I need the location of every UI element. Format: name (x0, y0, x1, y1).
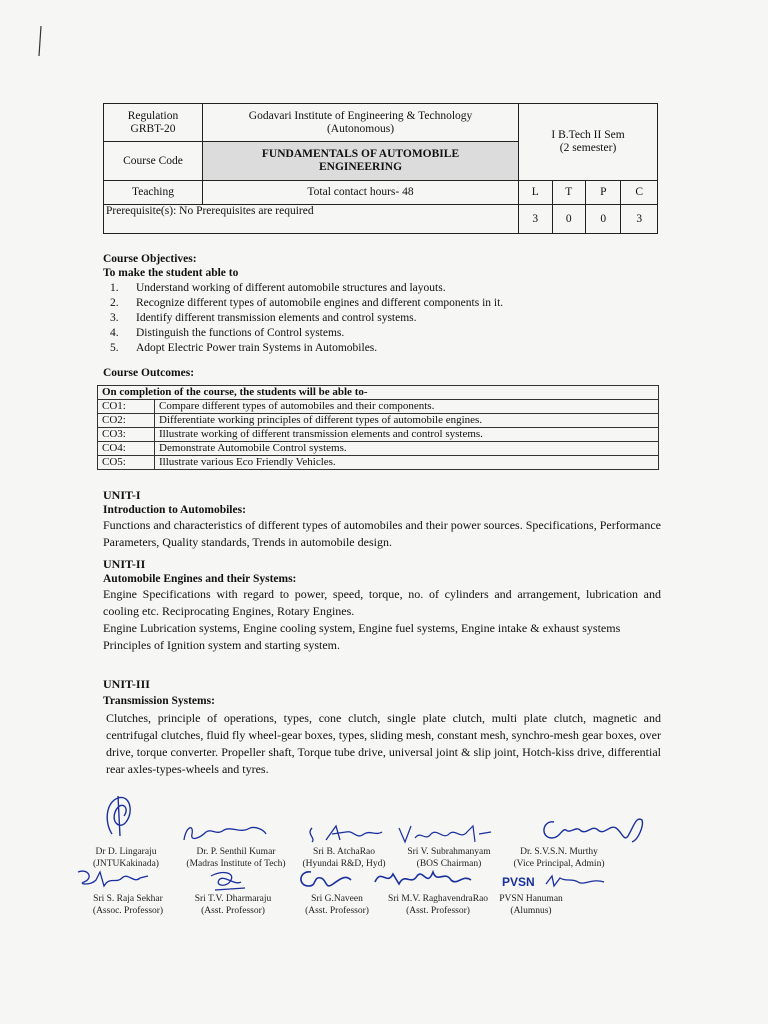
institute-name: Godavari Institute of Engineering & Technology (248, 109, 473, 122)
co-text: Demonstrate Automobile Control systems. (155, 442, 659, 456)
unit-title: Automobile Engines and their Systems: (103, 573, 297, 585)
list-item (110, 296, 503, 311)
course-title (202, 142, 518, 181)
regulation-code: GRBT-20 (130, 122, 176, 135)
regulation-label: Regulation (127, 109, 179, 122)
teaching-label: Teaching (104, 181, 203, 205)
unit-title: Transmission Systems: (103, 695, 215, 707)
signatory-name: Sri B. AtchaRao (312, 847, 375, 857)
outcomes-title: Course Outcomes: (103, 367, 195, 379)
item-number: 2. (110, 297, 119, 309)
signature-scribble (205, 868, 249, 894)
signatory-name: Sri S. Raja Sekhar (93, 894, 163, 904)
list-item (110, 326, 503, 341)
unit-3 (103, 676, 661, 778)
prerequisite: Prerequisite(s): No Prerequisites are required (104, 205, 519, 234)
semester-label: (2 semester) (559, 142, 617, 154)
signatory-role: (BOS Chairman) (416, 859, 482, 869)
course-header-table (103, 103, 658, 234)
co-text: Compare different types of automobiles and their components. (155, 400, 659, 414)
signatory-name: Sri T.V. Dharmaraju (194, 894, 272, 904)
signatory (376, 893, 500, 917)
unit-heading: UNIT-III (103, 677, 150, 691)
table-row (98, 428, 659, 442)
item-text: Adopt Electric Power train Systems in Automobiles. (136, 342, 378, 354)
objectives-title: Course Objectives: (103, 253, 197, 265)
unit-heading: UNIT-II (103, 557, 146, 571)
outcomes-header: On completion of the course, the students will be able to- (98, 386, 659, 400)
co-code: CO3: (98, 428, 155, 442)
signatory-role: (Hyundai R&D, Hyd) (302, 859, 386, 869)
signatory (176, 846, 296, 870)
signature-scribble (306, 820, 386, 846)
signatory-name: PVSN Hanuman (499, 894, 563, 904)
signature-scribble (536, 812, 646, 848)
item-number: 1. (110, 282, 119, 294)
unit-heading: UNIT-I (103, 488, 141, 502)
semester-cell (519, 104, 658, 181)
signatory (394, 846, 504, 870)
list-item (110, 341, 503, 356)
signatory-role: (JNTUKakinada) (93, 859, 159, 869)
course-title-line-2: ENGINEERING (318, 161, 403, 173)
signatory (82, 893, 174, 917)
signatory-name: Sri V. Subrahmanyam (407, 847, 491, 857)
signatory-name: Dr. S.V.S.N. Murthy (520, 847, 598, 857)
autonomous-label: (Autonomous) (326, 122, 395, 135)
signatory-role: (Asst. Professor) (201, 906, 265, 916)
unit-title: Introduction to Automobiles: (103, 504, 246, 516)
co-text: Illustrate various Eco Friendly Vehicles. (155, 456, 659, 470)
signature-scribble (500, 872, 610, 894)
item-number: 5. (110, 342, 119, 354)
signatory (298, 893, 376, 917)
c-value: 3 (621, 205, 658, 234)
unit-paragraph: Clutches, principle of operations, types, cone clutch, single plate clutch, multi plate clutch, magnetic and centrifugal clutches, fluid fly wheel-gear boxes, types, sliding mesh, constant mesh, synchro-mesh gear boxes, over drive, torque converter. Propeller shaft, Torque tube drive, universal joint & slip joint, Hotch-kiss drive, differential rear axles-types-wheels and tyres. (106, 711, 661, 776)
item-text: Recognize different types of automobile engines and different components in it. (136, 297, 504, 309)
list-item (110, 311, 503, 326)
signatory-name: Dr D. Lingaraju (95, 847, 157, 857)
c-label: C (621, 181, 658, 205)
institute-cell (202, 104, 518, 142)
unit-paragraph: Engine Lubrication systems, Engine cooling system, Engine fuel systems, Engine intake & exhaust systems (103, 621, 621, 635)
pen-mark (38, 26, 42, 56)
outcomes-table (97, 385, 659, 470)
list-item (110, 281, 503, 296)
signatory (184, 893, 282, 917)
p-value: 0 (586, 205, 621, 234)
t-label: T (552, 181, 586, 205)
signatory-name: Sri M.V. RaghavendraRao (387, 894, 489, 904)
objectives-subtitle: To make the student able to (103, 267, 239, 279)
item-text: Understand working of different automobile structures and layouts. (136, 282, 446, 294)
contact-hours: Total contact hours- 48 (202, 181, 518, 205)
unit-1 (103, 487, 661, 551)
unit-paragraph: Principles of Ignition system and starting system. (103, 638, 340, 652)
signatory (294, 846, 394, 870)
item-number: 3. (110, 312, 119, 324)
l-label: L (519, 181, 553, 205)
signatory (84, 846, 168, 870)
table-row (98, 456, 659, 470)
l-value: 3 (519, 205, 553, 234)
course-code-label: Course Code (104, 142, 203, 181)
table-row (98, 400, 659, 414)
unit-paragraph: Engine Specifications with regard to power, speed, torque, no. of cylinders and arrangement, lubrication and cooling etc. Reciprocating Engines, Rotary Engines. (103, 587, 661, 618)
item-text: Identify different transmission elements and control systems. (136, 312, 417, 324)
signature-scribble (100, 792, 140, 838)
co-text: Differentiate working principles of different types of automobile engines. (155, 414, 659, 428)
signature-scribble (395, 822, 495, 848)
unit-paragraph: Functions and characteristics of different types of automobiles and their power sources. Specifications, Performance Parameters, Quality standards, Trends in automobile design. (103, 518, 661, 549)
signatory-role: (Madras Institute of Tech) (186, 859, 286, 869)
co-code: CO5: (98, 456, 155, 470)
regulation-cell (104, 104, 203, 142)
year-sem: I B.Tech II Sem (551, 129, 625, 141)
t-value: 0 (552, 205, 586, 234)
signatory-role: (Asst. Professor) (305, 906, 369, 916)
table-row (98, 442, 659, 456)
item-text: Distinguish the functions of Control systems. (136, 327, 345, 339)
signatory-role: (Asst. Professor) (406, 906, 470, 916)
signatory-role: (Alumnus) (510, 906, 552, 916)
signatory (500, 846, 618, 870)
unit-2 (103, 556, 661, 654)
signatory-name: Dr. P. Senthil Kumar (196, 847, 276, 857)
objectives-list (110, 281, 503, 356)
co-code: CO4: (98, 442, 155, 456)
p-label: P (586, 181, 621, 205)
signatory (494, 893, 568, 917)
co-text: Illustrate working of different transmission elements and control systems. (155, 428, 659, 442)
signatory-role: (Vice Principal, Admin) (513, 859, 605, 869)
signature-scribble (180, 820, 270, 846)
co-code: CO2: (98, 414, 155, 428)
pvsn-handwriting: PVSN (502, 875, 535, 889)
table-row (98, 414, 659, 428)
signatory-role: (Assoc. Professor) (92, 906, 164, 916)
item-number: 4. (110, 327, 119, 339)
signatory-name: Sri G.Naveen (311, 894, 363, 904)
course-title-line-1: FUNDAMENTALS OF AUTOMOBILE (261, 148, 460, 160)
co-code: CO1: (98, 400, 155, 414)
